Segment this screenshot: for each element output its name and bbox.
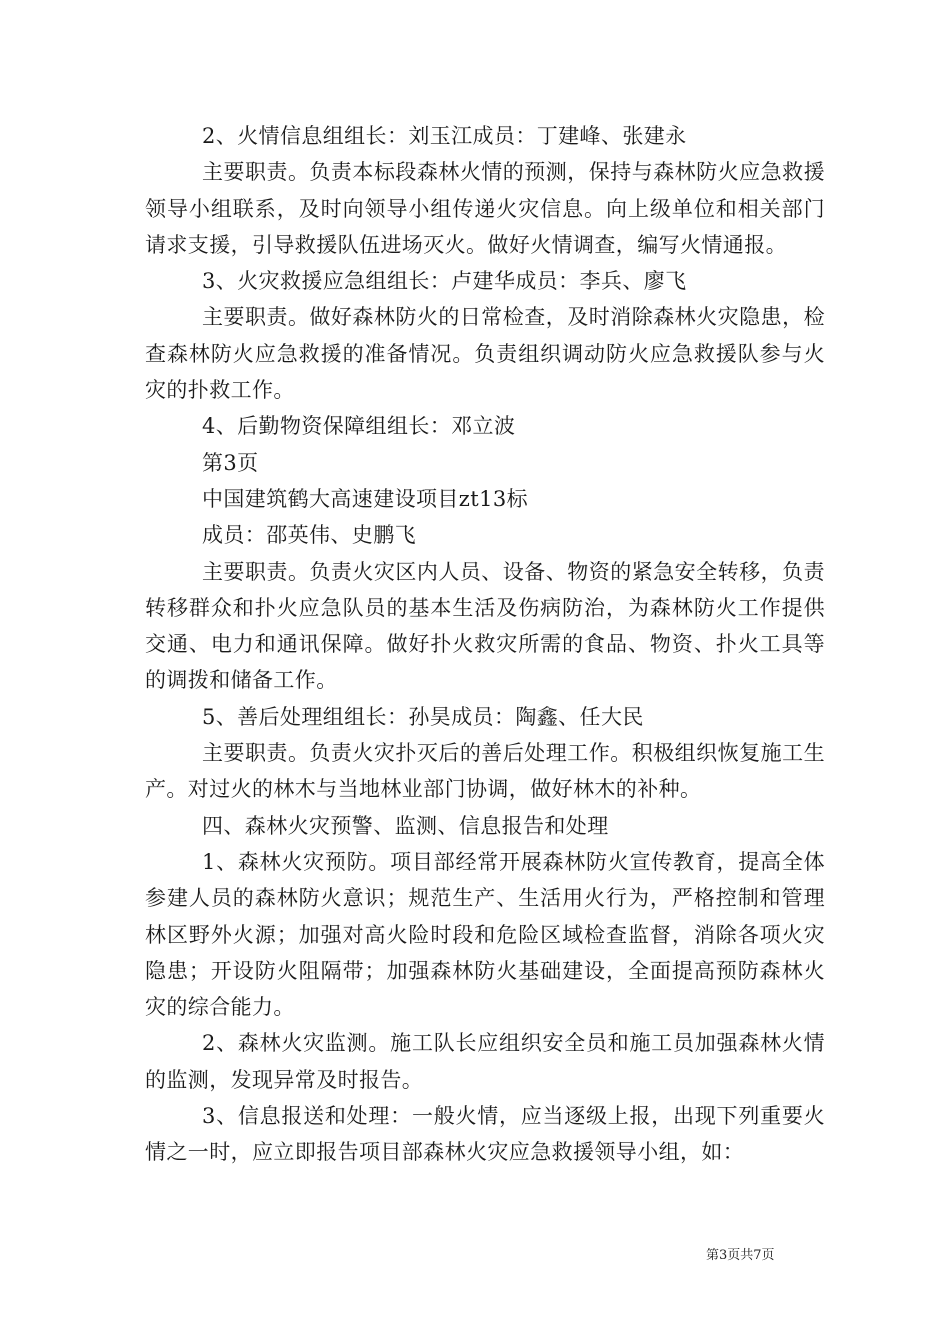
paragraph-rescue-group: 3、火灾救援应急组组长：卢建华成员：李兵、廖飞 [202,269,687,294]
paragraph-fire-info-duties: 主要职责。负责本标段森林火情的预测，保持与森林防火应急救援领导小组联系，及时向领导小组传递火灾信息。向上级单位和相关部门请求支援，引导救援队伍进场灭火。做好火情调查，编写火情通报。 [145,160,825,257]
paragraph-rescue-duties: 主要职责。做好森林防火的日常检查，及时消除森林火灾隐患，检查森林防火应急救援的准备情况。负责组织调动防火应急救援队参与火灾的扑救工作。 [145,305,825,403]
paragraph-inline-page-number: 第3页 [202,450,259,475]
paragraph-aftermath-group: 5、善后处理组组长：孙昊成员：陶鑫、任大民 [202,704,644,729]
page-footer: 第3页共7页 [706,1248,775,1263]
document-body [145,118,825,1171]
paragraph-fire-prevention: 1、森林火灾预防。项目部经常开展森林防火宣传教育，提高全体参建人员的森林防火意识；规范生产、生活用火行为，严格控制和管理林区野外火源；加强对高火险时段和危险区域检查监督，消除各项火灾隐患；开设防火阻隔带；加强森林防火基础建设，全面提高预防森林火灾的综合能力。 [145,849,825,1020]
paragraph-fire-info-group: 2、火情信息组组长：刘玉江成员：丁建峰、张建永 [202,124,687,148]
paragraph-logistics-members: 成员：邵英伟、史鹏飞 [202,523,416,548]
paragraph-fire-monitoring: 2、森林火灾监测。施工队长应组织安全员和施工员加强森林火情的监测，发现异常及时报告。 [145,1031,825,1092]
paragraph-logistics-group: 4、后勤物资保障组组长：邓立波 [202,414,516,439]
section-heading-warning: 四、森林火灾预警、监测、信息报告和处理 [202,813,609,838]
paragraph-logistics-duties: 主要职责。负责火灾区内人员、设备、物资的紧急安全转移，负责转移群众和扑火应急队员的基本生活及伤病防治，为森林防火工作提供交通、电力和通讯保障。做好扑火救灾所需的食品、物资、扑火工具等的调拨和储备工作。 [145,559,825,693]
paragraph-info-reporting: 3、信息报送和处理：一般火情，应当逐级上报，出现下列重要火情之一时，应立即报告项目部森林火灾应急救援领导小组，如： [145,1104,825,1165]
paragraph-aftermath-duties: 主要职责。负责火灾扑灭后的善后处理工作。积极组织恢复施工生产。对过火的林木与当地林业部门协调，做好林木的补种。 [145,741,825,802]
paragraph-project-name: 中国建筑鹤大高速建设项目zt13标 [202,486,529,511]
